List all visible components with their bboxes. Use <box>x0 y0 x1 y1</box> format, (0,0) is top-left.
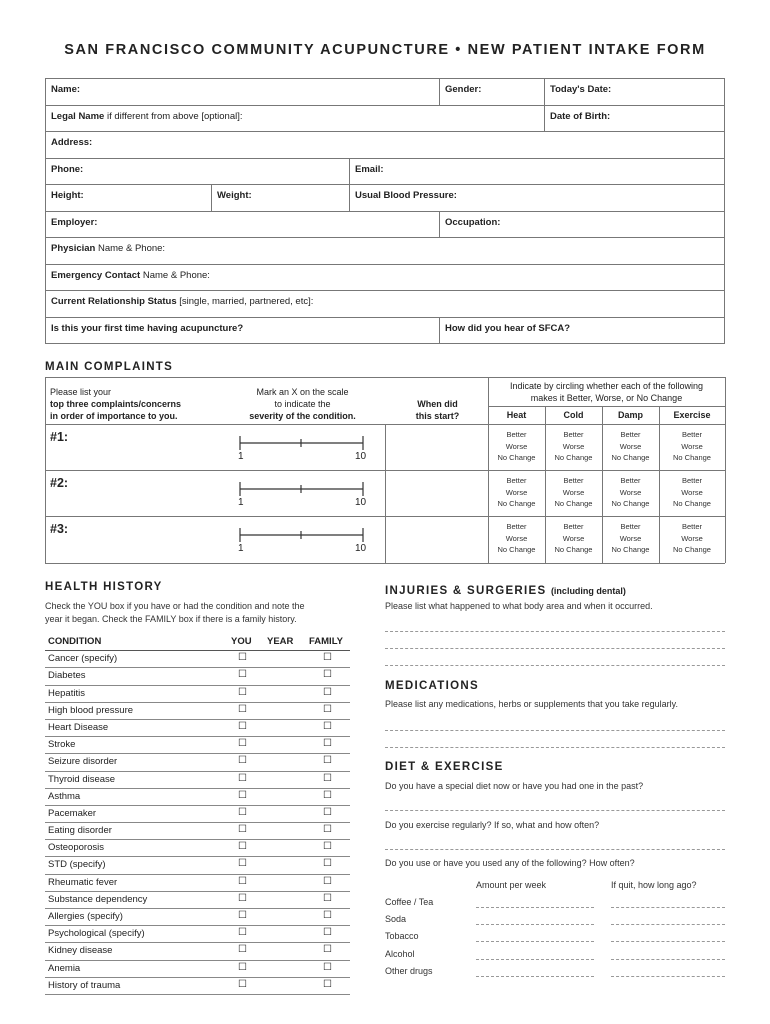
col-heat: Heat <box>506 410 527 420</box>
health-history-instructions: Check the YOU box if you have or had the condition and note the year it began. Check the FAMILY box if there is a family history. <box>45 601 305 624</box>
option-no-change[interactable]: No Change <box>611 453 650 462</box>
condition-row <box>45 651 350 668</box>
option-no-change[interactable]: No Change <box>497 499 536 508</box>
you-checkbox[interactable]: ☐ <box>238 858 247 870</box>
condition-row <box>45 720 350 737</box>
family-checkbox[interactable]: ☐ <box>323 720 332 732</box>
scale-max-label: 10 <box>355 451 367 462</box>
condition-row <box>45 737 350 754</box>
condition-name: Eating disorder <box>48 825 112 837</box>
option-worse[interactable]: Worse <box>562 533 585 543</box>
you-checkbox[interactable]: ☐ <box>238 806 247 818</box>
complaints-list-instruction: Please list your top three complaints/concerns in order of importance to you. <box>50 387 182 421</box>
option-worse[interactable]: Worse <box>681 533 703 543</box>
condition-row <box>45 789 350 806</box>
option-worse[interactable]: Worse <box>505 441 528 451</box>
effect-options <box>545 429 602 464</box>
family-checkbox[interactable]: ☐ <box>323 892 332 904</box>
option-better[interactable]: Better <box>563 476 584 485</box>
you-checkbox[interactable]: ☐ <box>238 910 247 921</box>
height-field[interactable]: Height: <box>51 190 84 201</box>
condition-name: Asthma <box>48 790 81 802</box>
family-checkbox[interactable]: ☐ <box>323 858 332 870</box>
condition-row <box>45 978 350 995</box>
family-checkbox[interactable]: ☐ <box>323 978 332 990</box>
condition-name: Substance dependency <box>48 893 148 905</box>
quit-duration-input[interactable] <box>611 924 725 925</box>
year-input[interactable] <box>271 773 311 787</box>
year-input[interactable] <box>271 910 311 924</box>
option-worse[interactable]: Worse <box>619 487 642 497</box>
condition-name: Heart Disease <box>48 721 109 733</box>
info-row-phone <box>45 159 725 186</box>
condition-name: Seizure disorder <box>48 756 118 768</box>
year-input[interactable] <box>271 876 311 890</box>
scale-max-label: 10 <box>355 497 367 508</box>
year-input[interactable] <box>271 790 311 804</box>
info-row-relationship <box>45 291 725 318</box>
substance-label: Tobacco <box>385 931 419 941</box>
year-input[interactable] <box>271 704 311 718</box>
when-started-header: When did this start? <box>415 399 460 421</box>
effect-options <box>602 521 659 556</box>
option-worse[interactable]: Worse <box>681 441 703 451</box>
col-exercise: Exercise <box>673 410 711 420</box>
year-input[interactable] <box>271 927 311 941</box>
option-worse[interactable]: Worse <box>619 441 642 451</box>
you-checkbox[interactable]: ☐ <box>238 669 247 681</box>
quit-duration-input[interactable] <box>611 941 725 942</box>
when-started-input[interactable] <box>386 471 487 515</box>
injuries-heading: INJURIES & SURGERIES (including dental) <box>385 585 626 597</box>
option-better[interactable]: Better <box>681 430 702 439</box>
option-no-change[interactable]: No Change <box>554 545 593 554</box>
family-checkbox[interactable]: ☐ <box>323 703 332 715</box>
family-checkbox[interactable]: ☐ <box>323 686 332 698</box>
option-worse[interactable]: Worse <box>562 487 585 497</box>
year-input[interactable] <box>271 841 311 855</box>
condition-name: STD (specify) <box>48 859 106 871</box>
option-better[interactable]: Better <box>620 476 641 485</box>
effect-options <box>545 475 602 510</box>
year-input[interactable] <box>271 824 311 838</box>
phone-field[interactable]: Phone: <box>51 163 84 175</box>
condition-row <box>45 909 350 926</box>
condition-row <box>45 840 350 857</box>
condition-name: Thyroid disease <box>48 773 116 785</box>
amount-per-week-header: Amount per week <box>476 880 547 890</box>
condition-row <box>45 668 350 685</box>
col-cold: Cold <box>563 410 584 420</box>
year-input[interactable] <box>271 755 311 769</box>
complaint-label: #3: <box>50 522 69 536</box>
family-checkbox[interactable]: ☐ <box>323 652 332 664</box>
condition-row <box>45 823 350 840</box>
medications-heading: MEDICATIONS <box>385 680 479 692</box>
option-worse[interactable]: Worse <box>619 533 642 543</box>
complaints-table <box>45 377 725 563</box>
quit-duration-input[interactable] <box>611 907 725 908</box>
col-damp: Damp <box>617 410 643 420</box>
relationship-status-field[interactable]: Current Relationship Status [single, married, partnered, etc]: <box>51 296 314 307</box>
if-quit-header: If quit, how long ago? <box>611 880 697 890</box>
option-no-change[interactable]: No Change <box>497 545 536 554</box>
substance-label: Soda <box>385 914 407 924</box>
effect-options <box>659 475 725 510</box>
injuries-instruction: Please list what happened to what body area and when it occurred. <box>385 601 653 611</box>
severity-scale[interactable] <box>239 434 364 452</box>
condition-name: History of trauma <box>48 979 121 991</box>
option-no-change[interactable]: No Change <box>673 545 711 554</box>
substances-question: Do you use or have you used any of the following? How often? <box>385 858 635 868</box>
info-row-address <box>45 132 725 159</box>
condition-row <box>45 754 350 771</box>
email-field[interactable]: Email: <box>349 159 726 185</box>
condition-name: Hepatitis <box>48 687 85 699</box>
you-checkbox[interactable]: ☐ <box>238 944 247 956</box>
substance-label: Coffee / Tea <box>385 897 434 907</box>
scale-min-label: 1 <box>238 543 244 554</box>
substance-label: Alcohol <box>385 949 415 959</box>
option-worse[interactable]: Worse <box>681 487 703 497</box>
scale-min-label: 1 <box>238 451 244 462</box>
option-no-change[interactable]: No Change <box>673 499 711 508</box>
condition-name: Cancer (specify) <box>48 653 118 665</box>
scale-min-label: 1 <box>238 497 244 508</box>
medications-line[interactable] <box>385 747 725 748</box>
family-checkbox[interactable]: ☐ <box>323 961 332 973</box>
employer-field[interactable]: Employer: <box>51 216 98 228</box>
condition-row <box>45 703 350 720</box>
you-checkbox[interactable]: ☐ <box>238 927 247 939</box>
diet-answer-line[interactable] <box>385 810 725 811</box>
diet-question: Do you have a special diet now or have you had one in the past? <box>385 781 644 791</box>
severity-scale[interactable] <box>239 480 364 498</box>
severity-instruction: Mark an X on the scale to indicate the severity of the condition. <box>249 387 356 421</box>
you-checkbox[interactable]: ☐ <box>238 978 247 990</box>
family-checkbox[interactable]: ☐ <box>323 841 332 853</box>
family-checkbox[interactable]: ☐ <box>323 755 332 767</box>
family-checkbox[interactable]: ☐ <box>323 875 332 887</box>
condition-name: Stroke <box>48 739 76 751</box>
year-input[interactable] <box>271 979 311 993</box>
option-no-change[interactable]: No Change <box>554 499 593 508</box>
info-row-employer <box>45 212 725 239</box>
condition-row <box>45 772 350 789</box>
option-better[interactable]: Better <box>506 430 527 439</box>
condition-row <box>45 686 350 703</box>
you-checkbox[interactable]: ☐ <box>238 841 247 853</box>
year-input[interactable] <box>271 669 311 683</box>
option-worse[interactable]: Worse <box>505 533 528 543</box>
effect-options <box>488 475 545 510</box>
option-no-change[interactable]: No Change <box>554 453 593 462</box>
you-checkbox[interactable]: ☐ <box>238 824 247 836</box>
family-checkbox[interactable]: ☐ <box>323 944 332 956</box>
amount-per-week-input[interactable] <box>476 907 594 908</box>
you-checkbox[interactable]: ☐ <box>238 738 247 750</box>
condition-name: High blood pressure <box>48 704 134 716</box>
condition-name: Osteoporosis <box>48 842 104 854</box>
when-started-input[interactable] <box>386 425 487 469</box>
you-checkbox[interactable]: ☐ <box>238 686 247 698</box>
emergency-contact-field[interactable]: Emergency Contact Name & Phone: <box>51 269 210 281</box>
name-field[interactable]: Name: <box>51 84 81 95</box>
condition-name: Anemia <box>48 962 81 974</box>
address-field[interactable]: Address: <box>51 137 93 148</box>
form-title: SAN FRANCISCO COMMUNITY ACUPUNCTURE • NEW PATIENT INTAKE FORM <box>64 42 706 58</box>
family-checkbox[interactable]: ☐ <box>323 738 332 750</box>
amount-per-week-input[interactable] <box>476 924 594 925</box>
injuries-line[interactable] <box>385 648 725 649</box>
effect-options <box>488 521 545 556</box>
family-checkbox[interactable]: ☐ <box>323 927 332 939</box>
info-row-name <box>45 79 725 106</box>
year-input[interactable] <box>271 893 311 907</box>
you-checkbox[interactable]: ☐ <box>238 772 247 784</box>
health-history-header: CONDITION YOU YEAR FAMILY <box>45 634 350 651</box>
family-checkbox[interactable]: ☐ <box>323 910 332 921</box>
year-input[interactable] <box>271 687 311 701</box>
year-input[interactable] <box>271 858 311 872</box>
year-input[interactable] <box>271 652 311 666</box>
condition-row <box>45 943 350 960</box>
condition-name: Diabetes <box>48 670 86 682</box>
condition-row <box>45 961 350 978</box>
you-checkbox[interactable]: ☐ <box>238 875 247 887</box>
effect-options <box>545 521 602 556</box>
exercise-answer-line[interactable] <box>385 849 725 850</box>
you-checkbox[interactable]: ☐ <box>238 961 247 973</box>
quit-duration-input[interactable] <box>611 959 725 960</box>
you-checkbox[interactable]: ☐ <box>238 703 247 715</box>
family-checkbox[interactable]: ☐ <box>323 772 332 784</box>
injuries-line[interactable] <box>385 631 725 632</box>
todays-date-field[interactable]: Today's Date: <box>544 79 726 105</box>
first-time-field[interactable]: Is this your first time having acupuncture? <box>51 322 244 334</box>
gender-field[interactable]: Gender: <box>439 79 544 105</box>
option-no-change[interactable]: No Change <box>673 453 711 462</box>
dob-field[interactable]: Date of Birth: <box>544 106 726 132</box>
option-better[interactable]: Better <box>620 522 641 531</box>
option-better[interactable]: Better <box>620 430 641 439</box>
info-row-acupuncture <box>45 318 725 345</box>
health-history-table <box>45 634 350 995</box>
you-checkbox[interactable]: ☐ <box>238 892 247 904</box>
option-better[interactable]: Better <box>506 522 527 531</box>
condition-row <box>45 892 350 909</box>
condition-name: Pacemaker <box>48 807 97 819</box>
option-worse[interactable]: Worse <box>505 487 528 497</box>
blood-pressure-field[interactable]: Usual Blood Pressure: <box>349 185 726 211</box>
year-input[interactable] <box>271 738 311 752</box>
main-complaints-heading: MAIN COMPLAINTS <box>45 361 174 373</box>
amount-per-week-input[interactable] <box>476 941 594 942</box>
option-no-change[interactable]: No Change <box>611 545 650 554</box>
substance-label: Other drugs <box>385 966 433 976</box>
family-checkbox[interactable]: ☐ <box>323 806 332 818</box>
family-checkbox[interactable]: ☐ <box>323 669 332 681</box>
amount-per-week-input[interactable] <box>476 976 594 977</box>
condition-name: Rheumatic fever <box>48 876 118 888</box>
condition-name: Allergies (specify) <box>48 911 123 922</box>
when-started-input[interactable] <box>386 517 487 561</box>
condition-row <box>45 875 350 892</box>
option-better[interactable]: Better <box>681 522 702 531</box>
health-history-heading: HEALTH HISTORY <box>45 581 163 593</box>
medications-instruction: Please list any medications, herbs or supplements that you take regularly. <box>385 699 678 709</box>
injuries-line[interactable] <box>385 665 725 666</box>
info-row-emergency <box>45 265 725 292</box>
you-checkbox[interactable]: ☐ <box>238 755 247 767</box>
option-no-change[interactable]: No Change <box>611 499 650 508</box>
effect-options <box>488 429 545 464</box>
option-worse[interactable]: Worse <box>562 441 585 451</box>
condition-row <box>45 857 350 874</box>
effect-options <box>659 429 725 464</box>
year-input[interactable] <box>271 721 311 735</box>
you-checkbox[interactable]: ☐ <box>238 652 247 664</box>
medications-line[interactable] <box>385 730 725 731</box>
year-input[interactable] <box>271 807 311 821</box>
option-better[interactable]: Better <box>506 476 527 485</box>
condition-row <box>45 806 350 823</box>
condition-row <box>45 926 350 943</box>
year-input[interactable] <box>271 962 311 976</box>
you-checkbox[interactable]: ☐ <box>238 720 247 732</box>
family-checkbox[interactable]: ☐ <box>323 789 332 801</box>
amount-per-week-input[interactable] <box>476 959 594 960</box>
legal-name-field[interactable]: Legal Name if different from above [optional]: <box>51 110 243 122</box>
condition-name: Kidney disease <box>48 945 113 957</box>
info-row-physician <box>45 238 725 265</box>
occupation-field[interactable]: Occupation: <box>439 212 726 238</box>
physician-field[interactable]: Physician Name & Phone: <box>51 243 166 254</box>
weight-field[interactable]: Weight: <box>211 185 349 211</box>
info-row-height <box>45 185 725 212</box>
option-better[interactable]: Better <box>563 430 584 439</box>
severity-scale[interactable] <box>239 526 364 544</box>
condition-name: Psychological (specify) <box>48 928 145 940</box>
info-row-legal-name <box>45 106 725 133</box>
option-better[interactable]: Better <box>681 476 702 485</box>
effect-options <box>602 475 659 510</box>
complaint-label: #1: <box>50 430 69 444</box>
diet-exercise-heading: DIET & EXERCISE <box>385 761 504 773</box>
option-no-change[interactable]: No Change <box>497 453 536 462</box>
exercise-question: Do you exercise regularly? If so, what and how often? <box>385 820 600 830</box>
option-better[interactable]: Better <box>563 522 584 531</box>
you-checkbox[interactable]: ☐ <box>238 789 247 801</box>
year-input[interactable] <box>271 944 311 958</box>
patient-info-grid <box>45 78 725 344</box>
circle-instruction: Indicate by circling whether each of the following makes it Better, Worse, or No Change <box>509 381 704 403</box>
family-checkbox[interactable]: ☐ <box>323 824 332 836</box>
scale-max-label: 10 <box>355 543 367 554</box>
effect-options <box>602 429 659 464</box>
heard-of-sfca-field[interactable]: How did you hear of SFCA? <box>439 318 726 344</box>
effect-options <box>659 521 725 556</box>
complaint-label: #2: <box>50 476 69 490</box>
quit-duration-input[interactable] <box>611 976 725 977</box>
